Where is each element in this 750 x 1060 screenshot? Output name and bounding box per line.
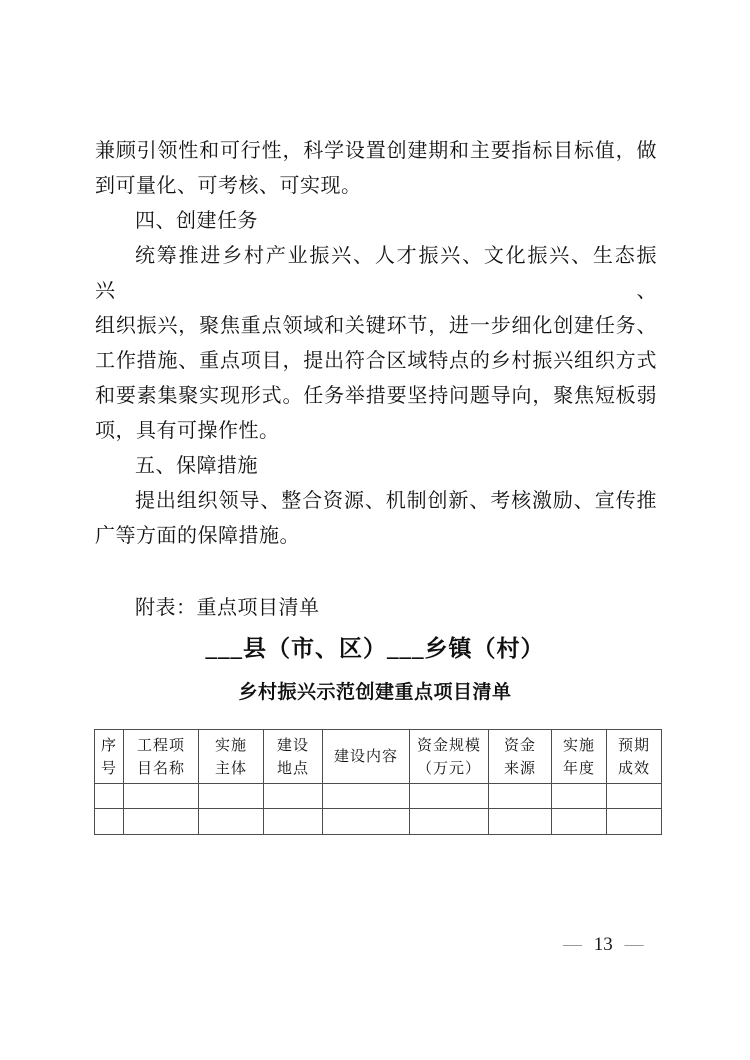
key-projects-table <box>94 729 662 835</box>
body-line: 统筹推进乡村产业振兴、人才振兴、文化振兴、生态振兴、 <box>95 245 657 302</box>
body-line: 工作措施、重点项目，提出符合区域特点的乡村振兴组织方式 <box>95 350 657 372</box>
header-cell-implementation-year: 实施 年度 <box>552 730 607 784</box>
table-title <box>0 630 750 704</box>
table-empty-cell <box>199 809 264 835</box>
page-number-dash-left: — <box>563 934 582 955</box>
header-cell-implementing-body: 实施 主体 <box>199 730 264 784</box>
table-empty-row <box>95 809 662 835</box>
table-title-main-line: 乡村振兴示范创建重点项目清单 <box>238 682 512 703</box>
table-header-row <box>95 730 662 784</box>
page-number-value: 13 <box>593 934 613 955</box>
table-empty-cell <box>323 809 410 835</box>
table-empty-cell <box>264 784 323 809</box>
section-heading-4: 四、创建任务 <box>135 210 258 232</box>
page-number <box>563 934 644 956</box>
table-empty-cell <box>199 784 264 809</box>
section-heading-5: 五、保障措施 <box>135 455 258 477</box>
header-cell-funding-scale: 资金规模 （万元） <box>410 730 489 784</box>
body-line: 和要素集聚实现形式。任务举措要坚持问题导向，聚焦短板弱 <box>95 385 657 407</box>
body-line: 组织振兴，聚焦重点领域和关键环节，进一步细化创建任务、 <box>95 315 657 337</box>
table-title-blank-line: ___县（市、区）___乡镇（村） <box>205 636 545 661</box>
header-cell-expected-results: 预期 成效 <box>607 730 662 784</box>
table-empty-cell <box>552 809 607 835</box>
table-empty-cell <box>489 784 552 809</box>
table-empty-cell <box>95 809 124 835</box>
table-empty-cell <box>607 784 662 809</box>
body-line: 项，具有可操作性。 <box>95 420 280 442</box>
body-line: 广等方面的保障措施。 <box>95 525 300 547</box>
table-empty-cell <box>489 809 552 835</box>
header-cell-serial-number: 序 号 <box>95 730 124 784</box>
header-cell-construction-site: 建设 地点 <box>264 730 323 784</box>
document-body <box>95 134 657 626</box>
attachment-note: 附表：重点项目清单 <box>135 597 320 619</box>
table-empty-cell <box>607 809 662 835</box>
header-cell-project-name: 工程项 目名称 <box>124 730 199 784</box>
table-empty-cell <box>124 809 199 835</box>
table-empty-cell <box>552 784 607 809</box>
table-empty-cell <box>410 809 489 835</box>
table-empty-cell <box>95 784 124 809</box>
table-empty-cell <box>410 784 489 809</box>
table-empty-row <box>95 784 662 809</box>
body-line: 提出组织领导、整合资源、机制创新、考核激励、宣传推 <box>135 490 657 512</box>
table-empty-cell <box>323 784 410 809</box>
body-line: 到可量化、可考核、可实现。 <box>95 175 362 197</box>
table-empty-cell <box>124 784 199 809</box>
page-number-dash-right: — <box>624 934 644 955</box>
body-line: 兼顾引领性和可行性，科学设置创建期和主要指标目标值，做 <box>95 140 657 162</box>
header-cell-construction-content: 建设内容 <box>323 730 410 784</box>
table-empty-cell <box>264 809 323 835</box>
header-cell-funding-source: 资金 来源 <box>489 730 552 784</box>
